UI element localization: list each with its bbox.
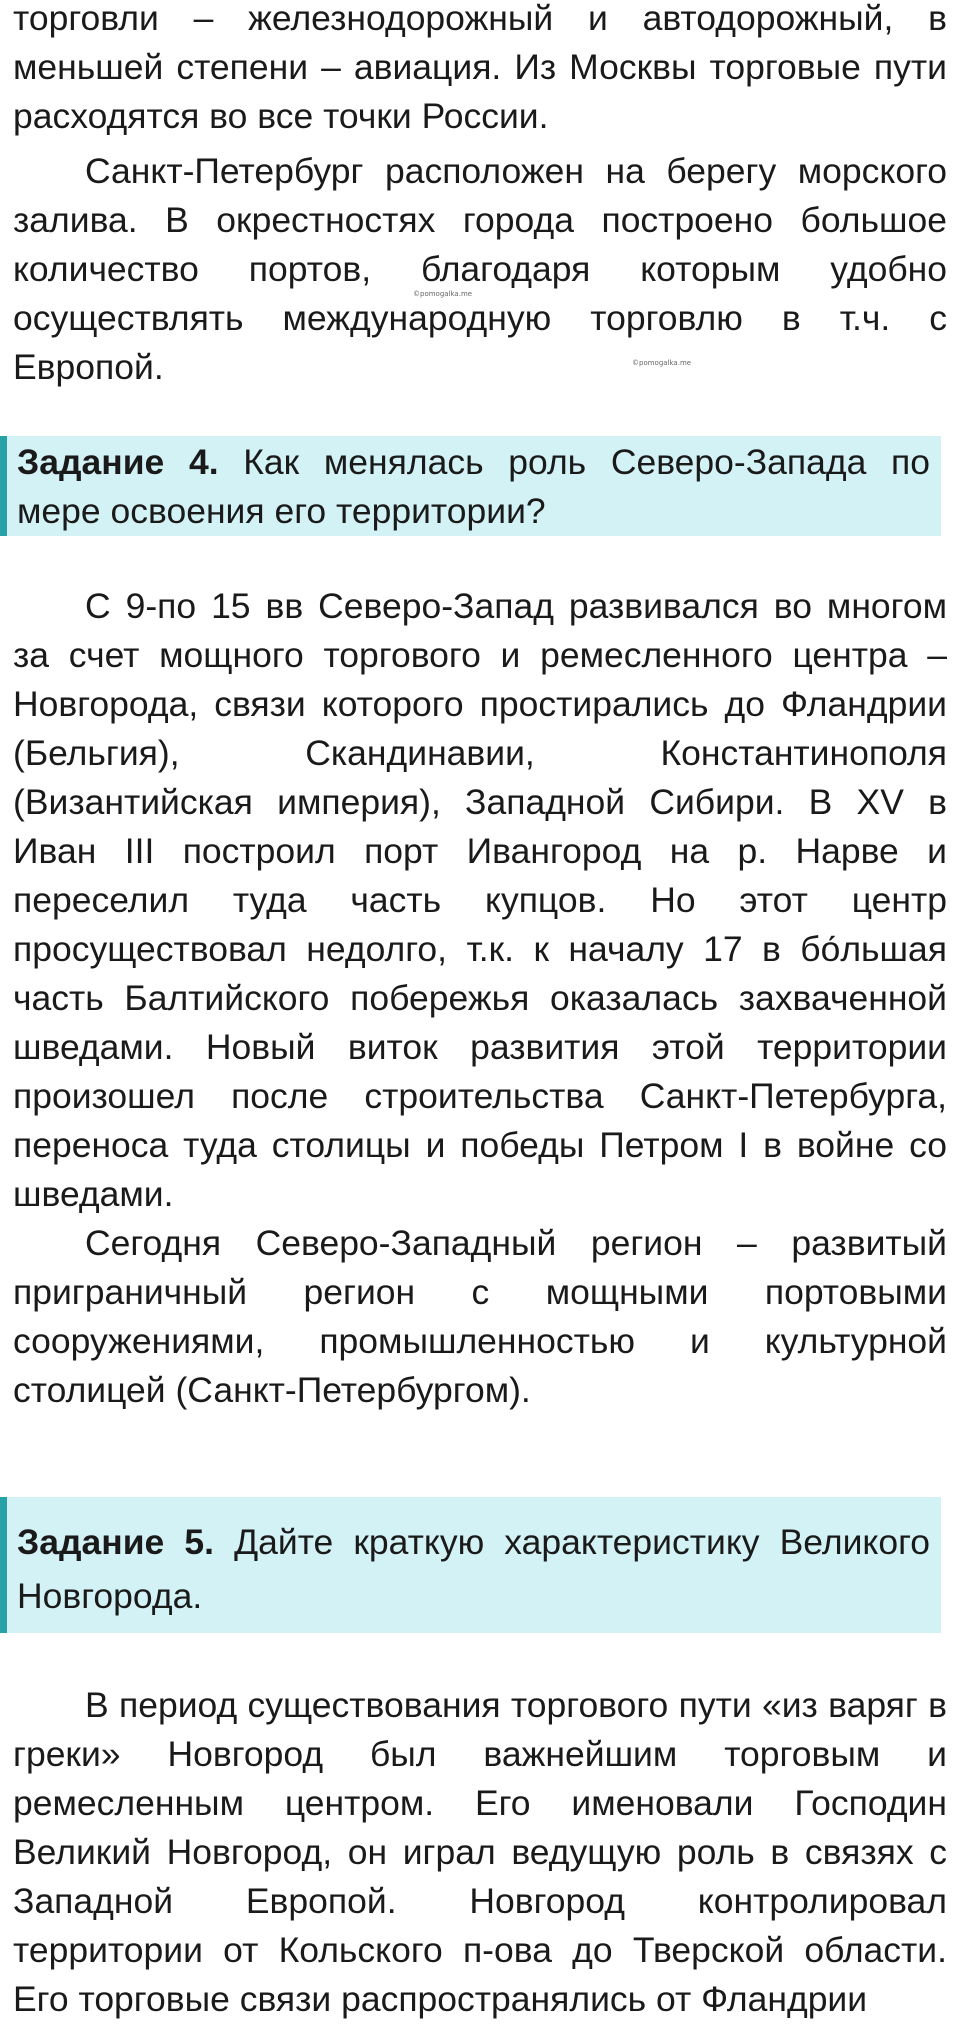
task-5-question-text: Дайте краткую характеристику Великого Новгорода. [17, 1522, 930, 1616]
intro-paragraph-1: торговли – железнодорожный и автодорожный, в меньшей степени – авиация. Из Москвы торговые пути расходятся во все точки России. [13, 0, 947, 136]
task-4-answer-paragraph-1: С 9-по 15 вв Северо-Запад развивался во многом за счет мощного торгового и ремесленного центра – Новгорода, связи которого простирались до Фландрии (Бельгия), Скандинавии, Константинополя (Византийская империя), Западной Сибири. В XV в Иван III построил порт Ивангород на р. Нарве и переселил туда часть купцов. Но этот центр просуществовал недолго, т.к. к началу 17 в бо́льшая часть Балтийского побережья оказалась захваченной шведами. Новый виток развития этой территории произошел после строительства Санкт-Петербурга, переноса туда столицы и победы Петром I в войне со шведами. [13, 586, 947, 1214]
task-4-header [0, 436, 941, 536]
intro-paragraph-2: Санкт-Петербург расположен на берегу морского залива. В окрестностях города построено большое количество портов, благодаря которым удобно осуществлять международную торговлю в т.ч. с Европой. [13, 151, 947, 387]
watermark: ©pomogalka.me [632, 359, 692, 367]
task-4-question [17, 438, 930, 536]
task-5-header [0, 1497, 941, 1633]
task-5-label: Задание 5. [17, 1522, 214, 1562]
task-4-answer-paragraph-2: Сегодня Северо-Западный регион – развитый приграничный регион с мощными портовыми сооружениями, промышленностью и культурной столицей (Санкт-Петербургом). [13, 1223, 947, 1410]
task-5-answer-paragraph-1: В период существования торгового пути «из варяг в греки» Новгород был важнейшим торговым и ремесленным центром. Его именовали Господин Великий Новгород, он играл ведущую роль в связях с Западной Европой. Новгород контролировал территории от Кольского п-ова до Тверской области. Его торговые связи распространялись от Фландрии [13, 1685, 947, 2019]
task-4-label: Задание 4. [17, 442, 219, 482]
task-5-question [17, 1515, 930, 1623]
task-4-question-text: Как менялась роль Северо-Запада по мере освоения его территории? [17, 442, 930, 531]
watermark: ©pomogalka.me [413, 290, 473, 298]
